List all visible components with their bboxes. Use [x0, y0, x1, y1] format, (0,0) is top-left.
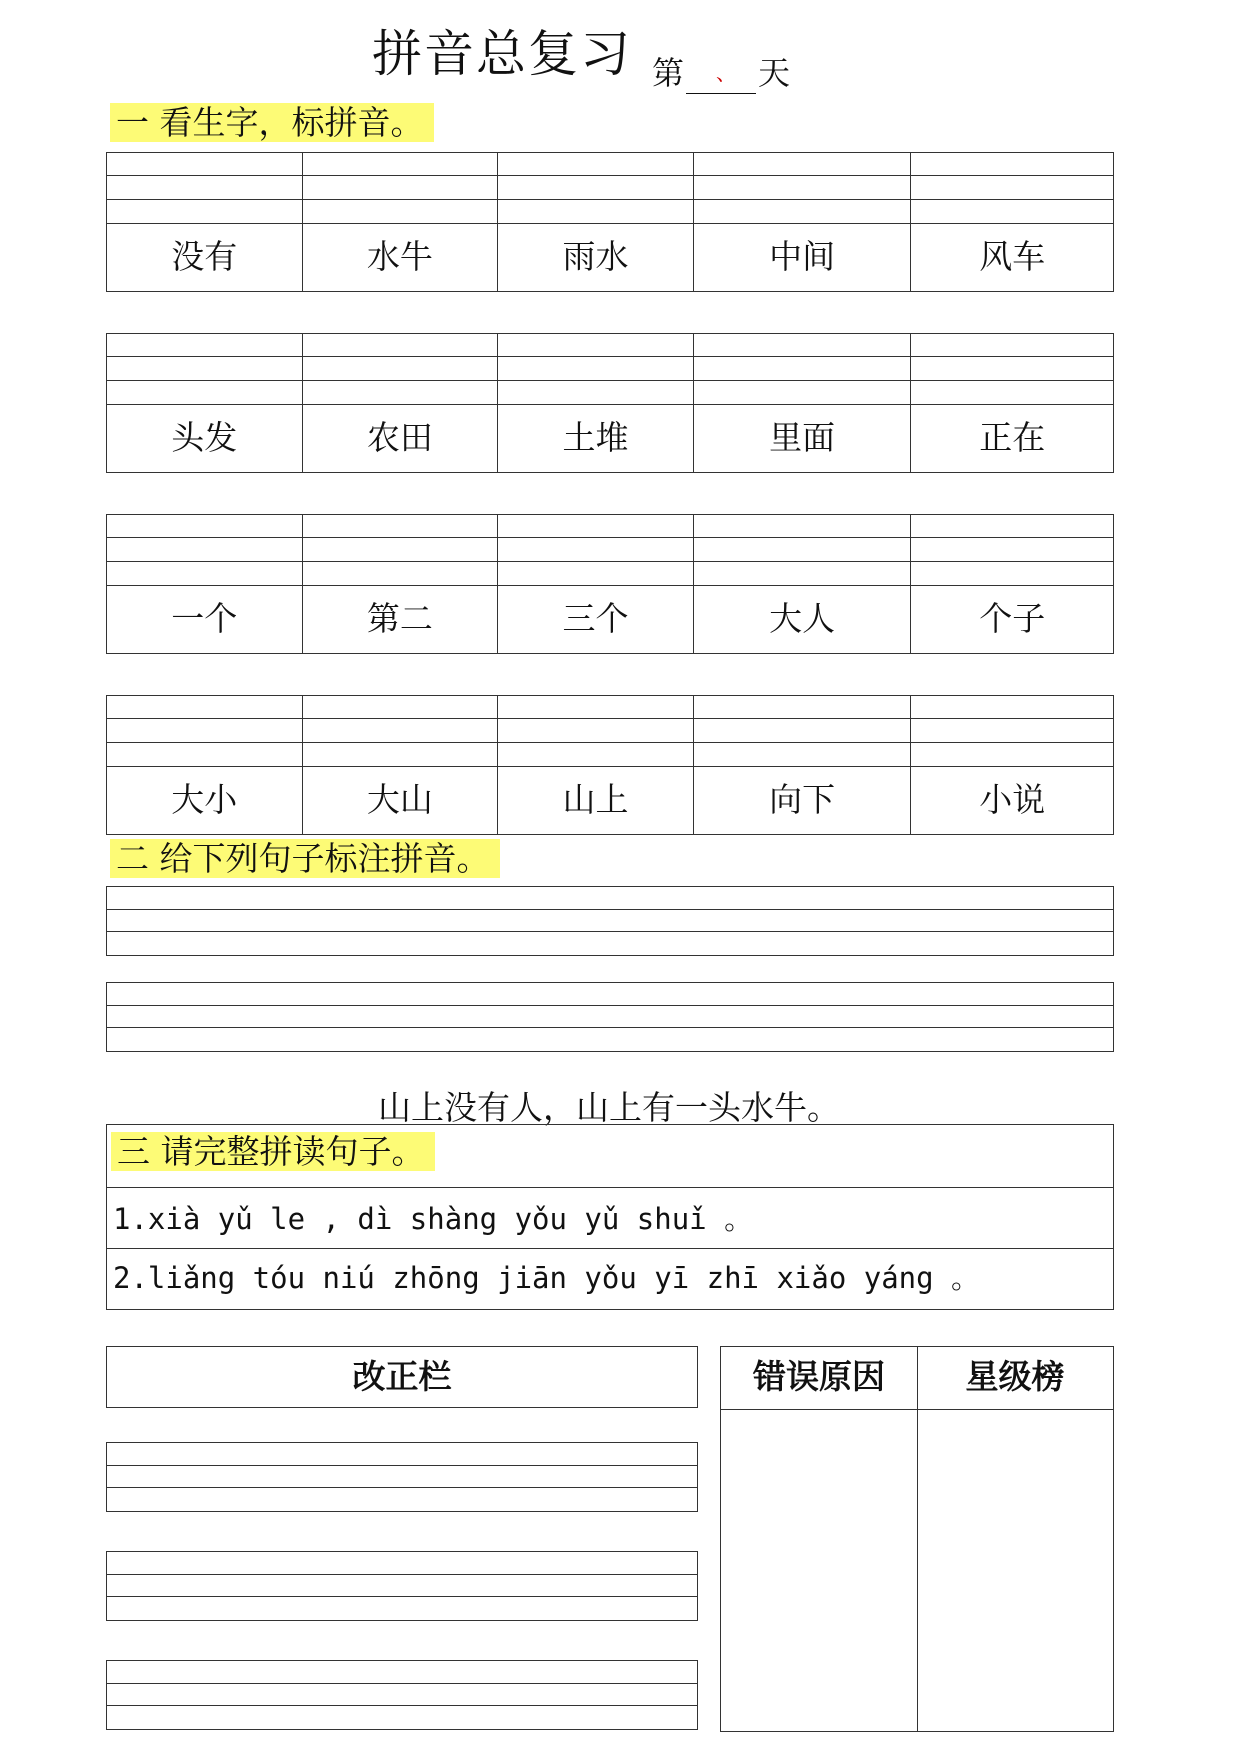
word-label: 向下 [769, 780, 836, 819]
word-cell[interactable] [107, 696, 303, 834]
word-label: 大人 [769, 599, 836, 638]
word-cell[interactable] [694, 696, 912, 834]
word-cell[interactable] [107, 334, 303, 472]
section3-heading: 三 请完整拼读句子。 [111, 1132, 435, 1171]
word-label: 没有 [171, 237, 238, 276]
word-label: 雨水 [562, 237, 629, 276]
word-label: 头发 [171, 418, 238, 457]
review-table [720, 1346, 1114, 1732]
section1-heading-wrap [110, 102, 434, 144]
pinyin-grid [106, 152, 1114, 292]
writing-lines-1[interactable] [106, 886, 1114, 956]
day-mark: 、 [716, 61, 737, 85]
correction-title: 改正栏 [106, 1346, 698, 1408]
word-label: 风车 [979, 237, 1046, 276]
word-cell[interactable] [498, 696, 694, 834]
word-label: 水牛 [366, 237, 433, 276]
word-label: 第二 [366, 599, 433, 638]
pinyin-grid [106, 695, 1114, 835]
correction-lines-3[interactable] [106, 1660, 698, 1730]
star-header: 星级榜 [965, 1357, 1065, 1396]
word-cell[interactable] [911, 515, 1113, 653]
section3-box [106, 1124, 1114, 1310]
section2-heading-wrap [110, 838, 500, 880]
section2-sentence: 山上没有人，山上有一头水牛。 [378, 1088, 840, 1127]
word-label: 小说 [979, 780, 1046, 819]
pinyin-line-1: 1.xià yǔ le , dì shàng yǒu yǔ shuǐ 。 [113, 1202, 754, 1236]
writing-lines-2[interactable] [106, 982, 1114, 1052]
word-cell[interactable] [498, 334, 694, 472]
day-field [652, 48, 790, 94]
word-label: 里面 [769, 418, 836, 457]
word-cell[interactable] [303, 515, 499, 653]
word-cell[interactable] [303, 334, 499, 472]
pinyin-line-2: 2.liǎng tóu niú zhōng jiān yǒu yī zhī xiǎo yáng 。 [113, 1261, 981, 1295]
section2-heading: 二 给下列句子标注拼音。 [110, 839, 500, 878]
correction-lines-1[interactable] [106, 1442, 698, 1512]
word-cell[interactable] [107, 515, 303, 653]
pinyin-grid [106, 514, 1114, 654]
word-cell[interactable] [694, 153, 912, 291]
day-prefix: 第 [652, 54, 685, 92]
word-label: 农田 [366, 418, 433, 457]
word-cell[interactable] [911, 334, 1113, 472]
word-label: 中间 [769, 237, 836, 276]
pinyin-grid [106, 333, 1114, 473]
word-cell[interactable] [303, 696, 499, 834]
word-label: 三个 [562, 599, 629, 638]
section3-heading-wrap [111, 1131, 435, 1173]
word-label: 一个 [171, 599, 238, 638]
word-cell[interactable] [498, 515, 694, 653]
word-label: 大山 [366, 780, 433, 819]
word-label: 正在 [979, 418, 1046, 457]
reason-header: 错误原因 [753, 1357, 885, 1396]
word-cell[interactable] [911, 153, 1113, 291]
section1-heading: 一 看生字，标拼音。 [110, 103, 434, 142]
word-label: 大小 [171, 780, 238, 819]
page-title: 拼音总复习 [372, 25, 632, 83]
correction-lines-2[interactable] [106, 1551, 698, 1621]
day-suffix: 天 [758, 54, 791, 92]
word-label: 土堆 [562, 418, 629, 457]
day-blank[interactable] [686, 61, 756, 94]
word-cell[interactable] [107, 153, 303, 291]
word-label: 个子 [979, 599, 1046, 638]
word-cell[interactable] [303, 153, 499, 291]
word-cell[interactable] [694, 334, 912, 472]
word-label: 山上 [562, 780, 629, 819]
word-cell[interactable] [911, 696, 1113, 834]
word-cell[interactable] [694, 515, 912, 653]
word-cell[interactable] [498, 153, 694, 291]
